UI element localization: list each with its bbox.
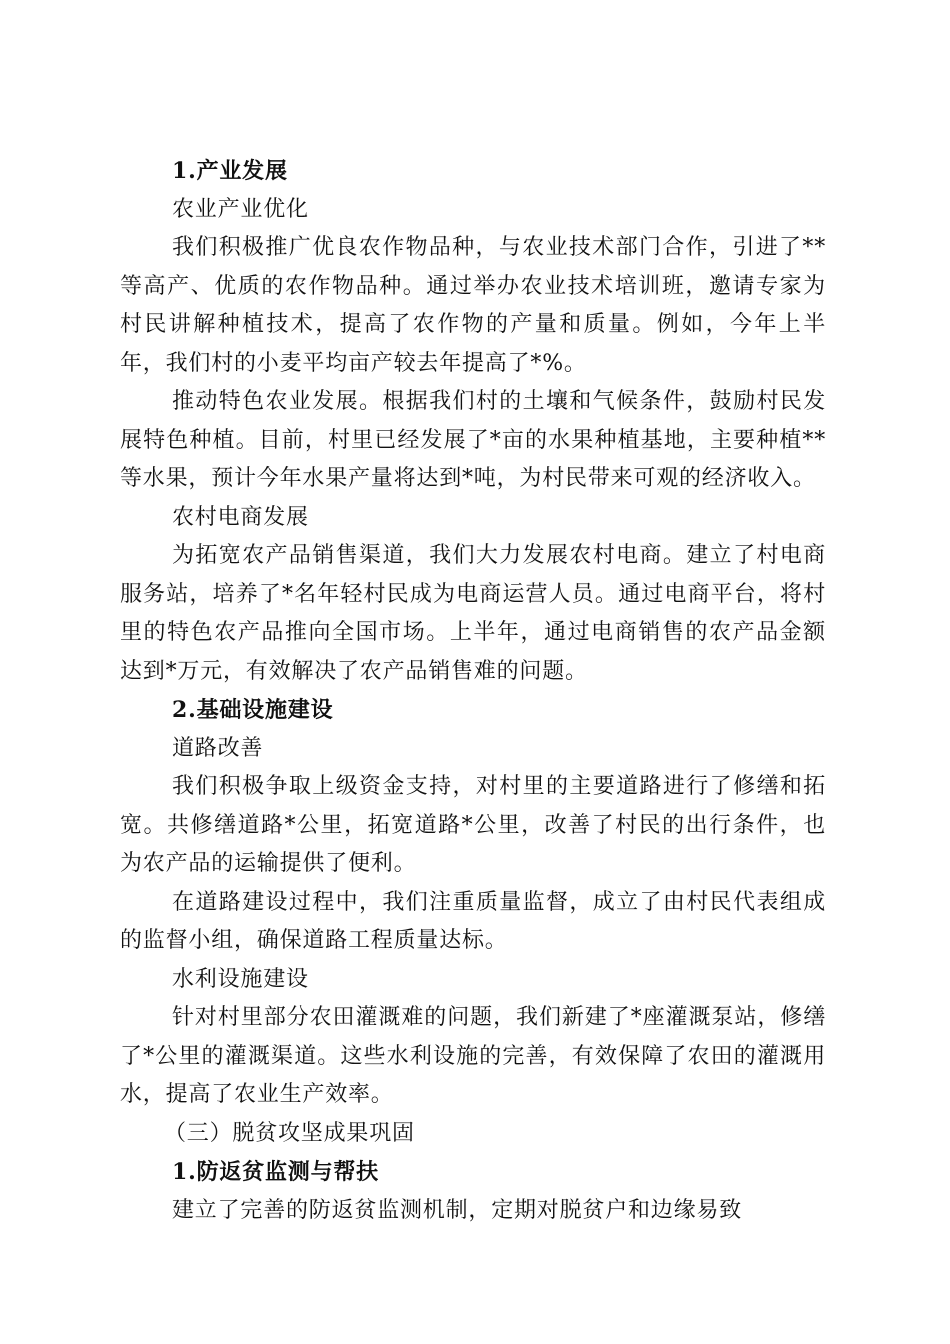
subheading-road-improvement: 道路改善: [172, 735, 264, 761]
paragraph-specialty-agriculture: 推动特色农业发展。根据我们村的土壤和气候条件，鼓励村民发展特色种植。目前，村里已经发展了*亩的水果种植基地，主要种植**等水果，预计今年水果产量将达到*吨，为村民带来可观的经济收入。: [120, 389, 826, 491]
paragraph-crop-varieties: 我们积极推广优良农作物品种，与农业技术部门合作，引进了**等高产、优质的农作物品种。通过举办农业技术培训班，邀请专家为村民讲解种植技术，提高了农作物的产量和质量。例如，今年上半年，我们村的小麦平均亩产较去年提高了*%。: [120, 235, 826, 376]
paragraph-ecommerce: 为拓宽农产品销售渠道，我们大力发展农村电商。建立了村电商服务站，培养了*名年轻村民成为电商运营人员。通过电商平台，将村里的特色农产品推向全国市场。上半年，通过电商销售的农产品金额达到*万元，有效解决了农产品销售难的问题。: [120, 543, 826, 684]
document-body: [120, 152, 826, 1230]
section-heading-poverty-consolidation: （三）脱贫攻坚成果巩固: [164, 1120, 415, 1146]
paragraph-road-repair: 我们积极争取上级资金支持，对村里的主要道路进行了修缮和拓宽。共修缮道路*公里，拓宽道路*公里，改善了村民的出行条件，也为农产品的运输提供了便利。: [120, 774, 826, 876]
heading-monitoring-assistance: 1.防返贫监测与帮扶: [172, 1159, 379, 1185]
paragraph-road-quality: 在道路建设过程中，我们注重质量监督，成立了由村民代表组成的监督小组，确保道路工程质量达标。: [120, 889, 826, 953]
paragraph-monitoring-mechanism: 建立了完善的防返贫监测机制，定期对脱贫户和边缘易致: [172, 1197, 743, 1223]
paragraph-irrigation: 针对村里部分农田灌溉难的问题，我们新建了*座灌溉泵站，修缮了*公里的灌溉渠道。这些水利设施的完善，有效保障了农田的灌溉用水，提高了农业生产效率。: [120, 1005, 826, 1107]
subheading-rural-ecommerce: 农村电商发展: [172, 504, 309, 530]
heading-industry-development: 1.产业发展: [172, 158, 288, 184]
subheading-agriculture-optimization: 农业产业优化: [172, 196, 309, 222]
subheading-water-conservancy: 水利设施建设: [172, 966, 309, 992]
heading-infrastructure: 2.基础设施建设: [172, 697, 334, 723]
